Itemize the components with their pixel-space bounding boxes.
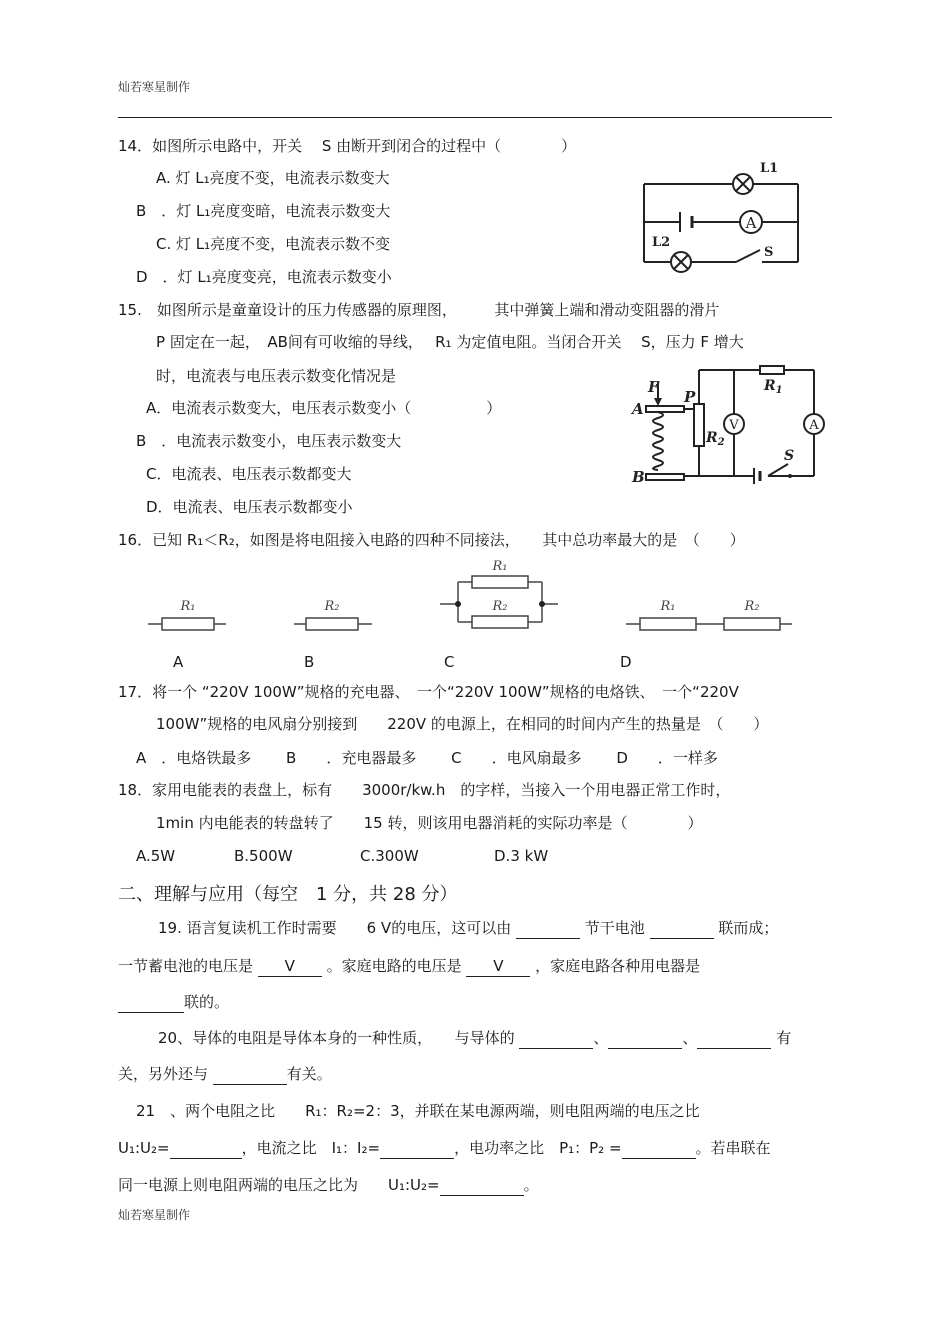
q19-text-3: 联而成； (718, 919, 779, 937)
q15-option-b: B ．电流表示数变小，电压表示数变大 (136, 432, 402, 450)
svg-text:R1 (763, 378, 783, 396)
voltmeter-icon (724, 414, 744, 434)
header-rule (118, 117, 832, 118)
q19-text-7: 联的。 (184, 993, 230, 1011)
q16-label-c: C (444, 653, 455, 671)
q15-line3: 时，电流表与电压表示数变化情况是 (156, 367, 397, 385)
q20-blank-2[interactable] (608, 1028, 682, 1049)
q15-label-b: B (632, 468, 645, 486)
q20-line1 (158, 1028, 791, 1049)
q21-line2 (118, 1138, 771, 1159)
q20-text-4: 有关。 (286, 1065, 332, 1083)
q15-pressure-sensor-diagram (628, 364, 828, 492)
q14-option-d: D ．灯 L₁亮度变亮，电流表示数变小 (136, 268, 392, 286)
q14-label-s: S (764, 245, 774, 260)
ammeter-icon (740, 211, 762, 233)
q14-circuit-diagram (636, 152, 808, 276)
q15-option-a: A．电流表示数变大，电压表示数变小（ ） (146, 399, 502, 417)
q21-blank-3[interactable] (622, 1138, 696, 1159)
q21-line3 (118, 1175, 539, 1196)
q19-line1 (158, 918, 778, 939)
q19-blank-2[interactable] (650, 918, 714, 939)
q16-label-a: A (173, 653, 184, 671)
q20-text-2: 有 (776, 1029, 792, 1047)
q19-blank-5[interactable] (118, 992, 184, 1013)
q16-connection-diagrams (140, 552, 800, 644)
footer-maker: 灿若寒星制作 (118, 1208, 191, 1222)
q20-blank-3[interactable] (697, 1028, 771, 1049)
lamp-l2-icon (671, 252, 691, 272)
header-maker: 灿若寒星制作 (118, 80, 191, 94)
q20-blank-4[interactable] (213, 1064, 287, 1085)
q19-blank-3[interactable]: V (258, 956, 322, 977)
lamp-l1-icon (733, 174, 753, 194)
q15-label-s: S (784, 448, 795, 464)
q17-line2: 100W”规格的电风扇分别接到 220V 的电源上，在相同的时间内产生的热量是 （ ） (156, 715, 769, 733)
q14-stem: 14．如图所示电路中，开关 S 由断开到闭合的过程中（ ） (118, 137, 577, 155)
q20-text-3: 关，另外还与 (118, 1065, 209, 1083)
q16-d-r1-label: R₁ (660, 599, 676, 614)
q19-text-1: 19. 语言复读机工作时需要 6 V的电压，这可以由 (158, 919, 512, 937)
q15-ammeter-label: A (809, 418, 819, 433)
q19-text-5: 。家庭电路的电压是 (326, 957, 462, 975)
q21-blank-1[interactable] (170, 1138, 242, 1159)
q21-text-4: 。若串联在 (695, 1139, 771, 1157)
q14-option-c: C. 灯 L₁亮度不变，电流表示数不变 (156, 235, 391, 253)
q16-c-r1-label: R₁ (492, 559, 508, 574)
q16-c-r2-label: R₂ (492, 599, 508, 614)
q21-text-3: ，电功率之比 P₁：P₂ = (454, 1139, 622, 1157)
q16-stem: 16．已知 R₁＜R₂，如图是将电阻接入电路的四种不同接法， 其中总功率最大的是 （ ） (118, 531, 745, 549)
q19-line3 (118, 992, 229, 1013)
q21-text-5: 同一电源上则电阻两端的电压之比为 U₁:U₂= (118, 1176, 440, 1194)
q20-sep-1: 、 (593, 1029, 609, 1047)
q15-label-r1-sub: 1 (775, 385, 783, 396)
q15-option-c: C．电流表、电压表示数都变大 (146, 465, 352, 483)
q15-label-r2-sub: 2 (717, 437, 725, 448)
q15-label-r2: R (706, 430, 718, 446)
q15-label-p: P (684, 388, 696, 406)
q19-text-6: ，家庭电路各种用电器是 (535, 957, 701, 975)
q14-option-a: A. 灯 L₁亮度不变，电流表示数变大 (156, 169, 390, 187)
q20-blank-1[interactable] (519, 1028, 593, 1049)
q16-a-r1-label: R₁ (180, 599, 196, 614)
q21-text-6: 。 (523, 1176, 539, 1194)
q19-text-4: 一节蓄电池的电压是 (118, 957, 254, 975)
q15-line2: P 固定在一起， AB间有可收缩的导线， R₁ 为定值电阻。当闭合开关 S，压力 F 增大 (156, 333, 744, 351)
resistor-r1-icon (760, 366, 784, 374)
q14-label-l1: L1 (760, 161, 779, 176)
battery-icon (680, 212, 692, 232)
q21-text-2: ，电流之比 I₁：I₂= (241, 1139, 381, 1157)
q18-line1: 18．家用电能表的表盘上，标有 3000r/kw.h 的字样，当接入一个用电器正常工作时， (118, 781, 731, 799)
q14-label-l2: L2 (652, 235, 671, 250)
q16-label-d: D (620, 653, 632, 671)
q16-b-r2-label: R₂ (324, 599, 340, 614)
q18-option-a: A.5W (136, 847, 176, 865)
q21-blank-2[interactable] (380, 1138, 454, 1159)
q20-text-1: 20、导体的电阻是导体本身的一种性质， 与导体的 (158, 1029, 515, 1047)
q18-option-c: C.300W (360, 847, 419, 865)
battery-icon (754, 468, 760, 484)
q19-blank-4[interactable]: V (466, 956, 530, 977)
ammeter-icon (804, 414, 824, 434)
svg-text:R2 (705, 430, 725, 448)
q18-line2: 1min 内电能表的转盘转了 15 转，则该用电器消耗的实际功率是（ ） (156, 814, 703, 832)
section-2-title: 二、理解与应用（每空 1 分，共 28 分） (118, 884, 458, 905)
q21-text-1: U₁:U₂= (118, 1139, 170, 1157)
q14-ammeter-label: A (745, 214, 757, 232)
q18-option-d: D.3 kW (494, 847, 549, 865)
q17-line1: 17．将一个 “220V 100W”规格的充电器、 一个“220V 100W”规格的电烙铁、 一个“220V (118, 683, 739, 701)
q15-voltmeter-label: V (729, 418, 739, 433)
q17-options: A ．电烙铁最多 B ．充电器最多 C ．电风扇最多 D ．一样多 (136, 749, 718, 767)
q15-label-f: F (648, 378, 659, 396)
q16-label-b: B (304, 653, 315, 671)
q15-label-r1: R (764, 378, 776, 394)
q15-label-a: A (632, 400, 644, 418)
q14-option-b: B ．灯 L₁亮度变暗，电流表示数变大 (136, 202, 391, 220)
q21-blank-4[interactable] (440, 1175, 524, 1196)
q19-blank-1[interactable] (516, 918, 580, 939)
q20-sep-2: 、 (682, 1029, 698, 1047)
q21-line1: 21 、两个电阻之比 R₁：R₂=2：3，并联在某电源两端，则电阻两端的电压之比 (136, 1102, 700, 1120)
q18-option-b: B.500W (234, 847, 293, 865)
q19-line2 (118, 956, 700, 977)
q20-line2 (118, 1064, 332, 1085)
q15-line1: 15. 如图所示是童童设计的压力传感器的原理图， 其中弹簧上端和滑动变阻器的滑片 (118, 301, 720, 319)
q19-text-2: 节干电池 (584, 919, 645, 937)
q15-option-d: D．电流表、电压表示数都变小 (146, 498, 353, 516)
q16-d-r2-label: R₂ (744, 599, 760, 614)
